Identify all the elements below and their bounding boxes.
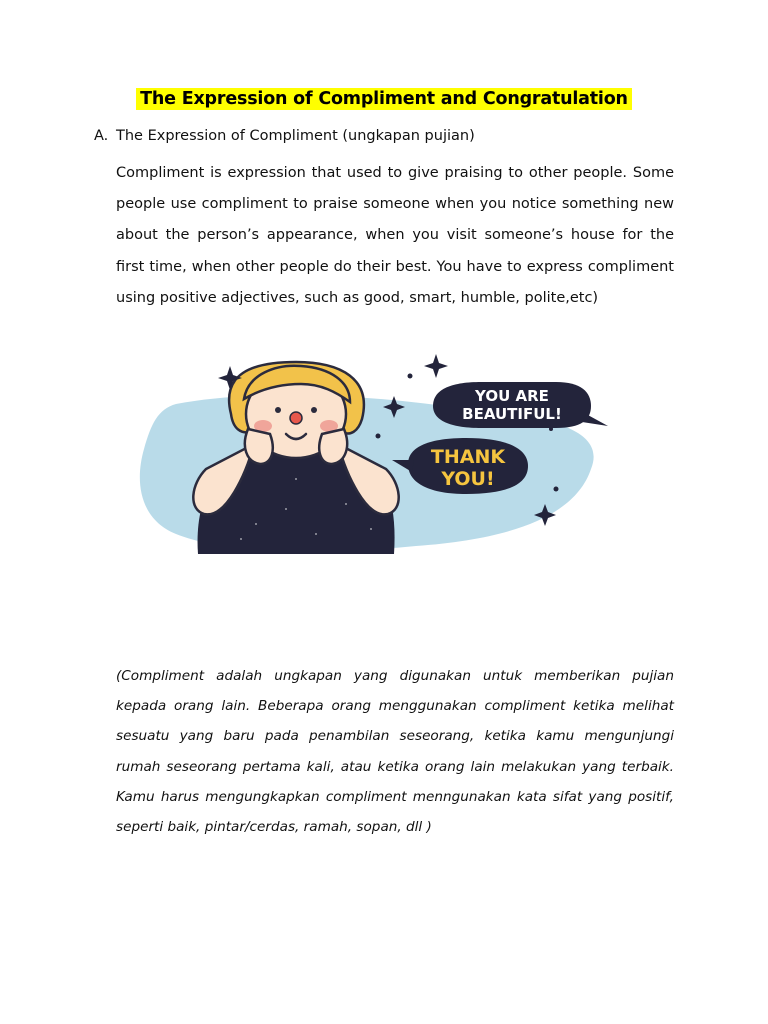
- title-container: [0, 88, 768, 110]
- left-hand: [245, 429, 273, 464]
- compliment-illustration: [136, 334, 634, 584]
- translation-paragraph: (Compliment adalah ungkapan yang digunakan untuk memberikan pujian kepada orang lain. Beberapa orang menggunakan compliment ketika melihat sesuatu yang baru pada penambilan seseorang, ketika kamu mengunjungi rumah seseorang pertama kali, atau ketika orang lain melakukan yang terbaik. Kamu harus mengungkapkan compliment menngunakan kata sifat yang positif, seperti baik, pintar/cerdas, ramah, sopan, dll ): [116, 668, 674, 836]
- right-hand: [319, 429, 347, 464]
- bubble-bottom-line1: THANK: [430, 446, 506, 468]
- document-title: The Expression of Compliment and Congratulation: [136, 88, 632, 110]
- section-heading-text: The Expression of Compliment (ungkapan pujian): [116, 128, 475, 144]
- bubble-top-line1: YOU ARE: [475, 387, 549, 405]
- compliment-paragraph: Compliment is expression that used to give praising to other people. Some people use compliment to praise someone when you notice something new about the person’s appearance, when you visit someone’s house for the first time, when other people do their best. You have to express compliment using positive adjectives, such as good, smart, humble, polite,etc): [116, 165, 674, 306]
- speech-bubble-you-are-beautiful: [433, 382, 608, 428]
- bubble-top-line2: BEAUTIFUL!: [462, 405, 562, 423]
- section-a-heading: [94, 128, 475, 144]
- bubble-bottom-line2: YOU!: [441, 468, 495, 490]
- nose: [290, 412, 302, 424]
- section-marker: A.: [94, 128, 109, 144]
